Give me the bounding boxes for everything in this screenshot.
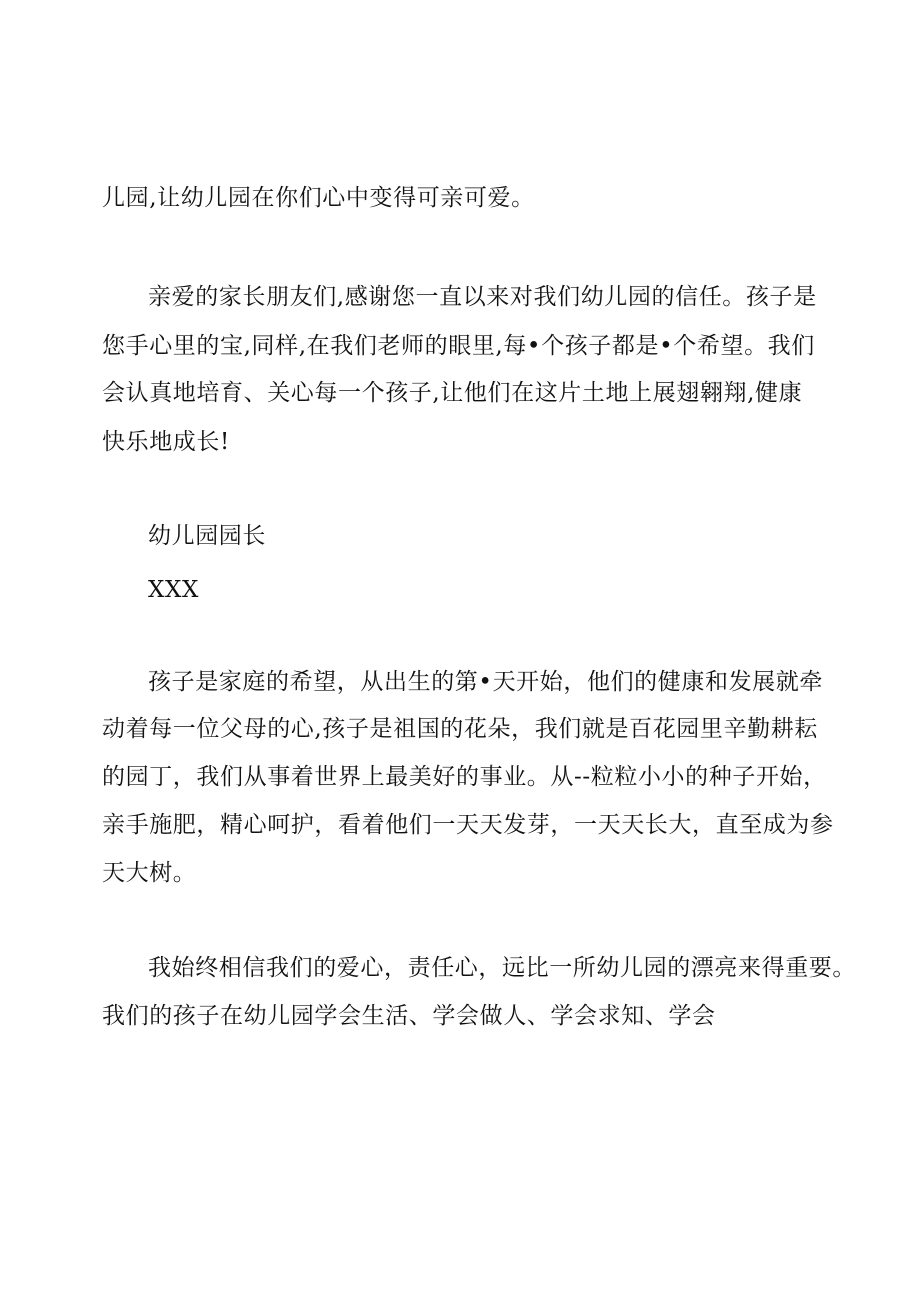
- text-line: 会认真地培育、关心每一个孩子,让他们在这片土地上展翅翱翔,健康: [102, 380, 803, 406]
- signature-title: 幼儿园园长: [148, 523, 266, 549]
- text-line: 我们的孩子在幼儿园学会生活、学会做人、学会求知、学会: [102, 1003, 716, 1029]
- text-line: 天大树。: [102, 860, 197, 886]
- text-line: 亲手施肥，精心呵护，看着他们一天天发芽，一天天长大，直至成为参: [102, 812, 834, 838]
- text-line: 儿园,让幼儿园在你们心中变得可亲可爱。: [102, 185, 535, 211]
- text-line: 快乐地成长!: [102, 429, 230, 455]
- text-line: 孩子是家庭的希望，从出生的第•天开始，他们的健康和发展就牵: [148, 669, 823, 695]
- text-line: 动着每一位父母的心,孩子是祖国的花朵，我们就是百花园里辛勤耕耘: [102, 716, 818, 742]
- text-line: 您手心里的宝,同样,在我们老师的眼里,每•个孩子都是•个希望。我们: [102, 333, 815, 359]
- text-line: 的园丁，我们从事着世界上最美好的事业。从--粒粒小小的种子开始，: [102, 764, 827, 790]
- text-line: 亲爱的家长朋友们,感谢您一直以来对我们幼儿园的信任。孩子是: [148, 284, 817, 310]
- text-line: 我始终相信我们的爱心，责任心，远比一所幼儿园的漂亮来得重要。: [148, 955, 856, 981]
- signature-name: XXX: [148, 577, 199, 603]
